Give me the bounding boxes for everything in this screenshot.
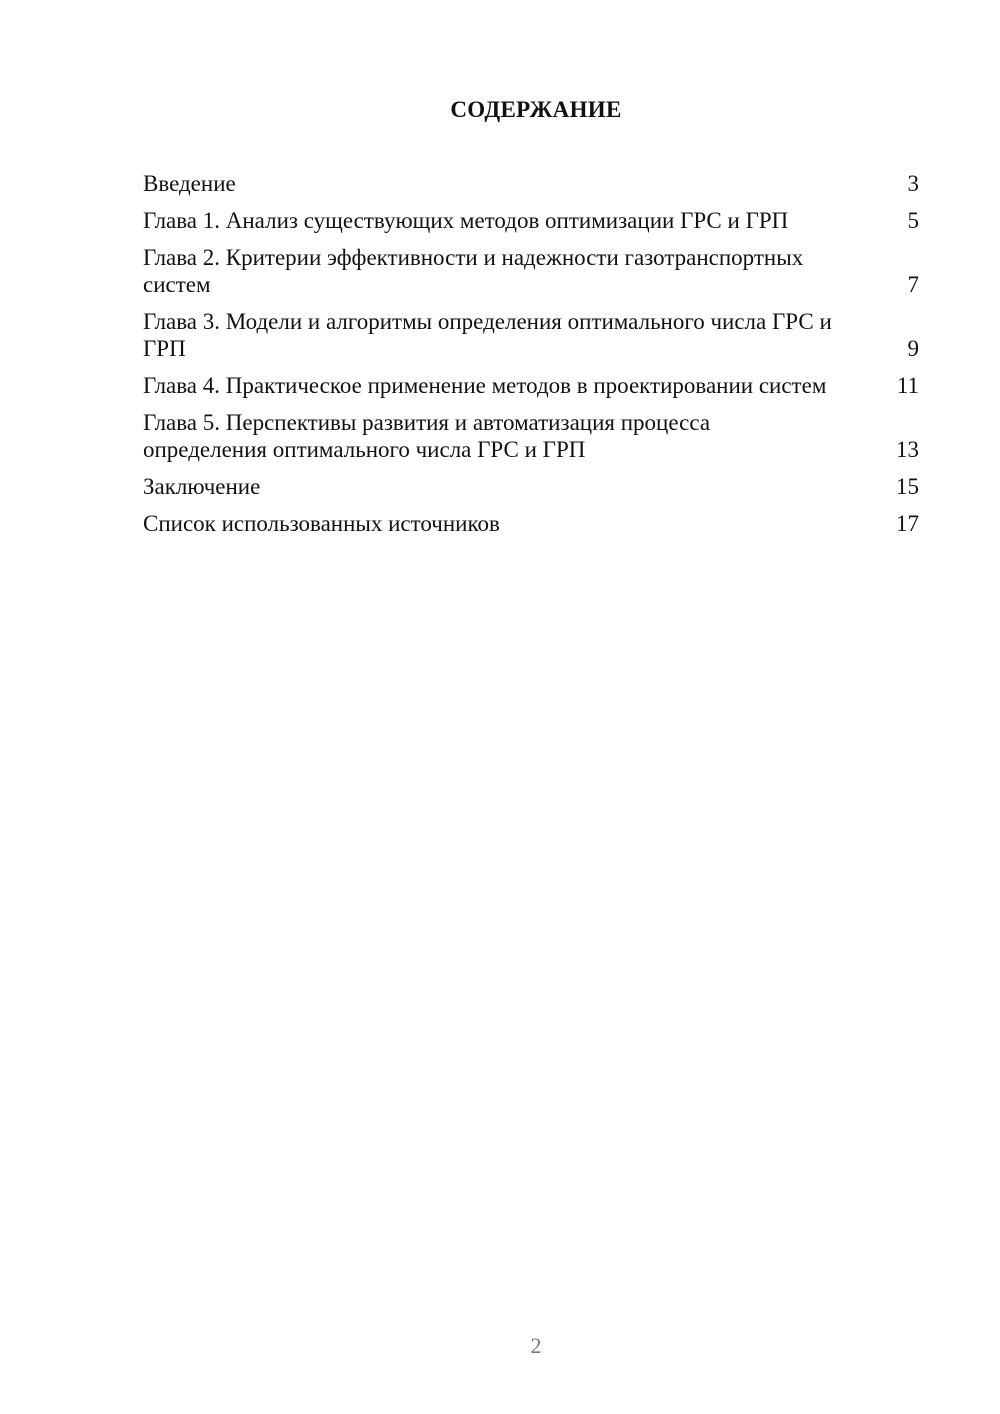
- toc-entry-chapter-2[interactable]: [143, 244, 919, 298]
- toc-entry-text: Заключение: [143, 474, 261, 499]
- toc-entry-page: 15: [896, 474, 919, 499]
- toc-entry-chapter-4[interactable]: [143, 372, 919, 399]
- toc-entry-text: Глава 2. Критерии эффективности и надежности газотранспортных систем: [143, 245, 804, 297]
- page-number: 2: [530, 1333, 542, 1358]
- toc-entry-page: 5: [907, 208, 919, 233]
- toc-entry-page: 3: [907, 171, 919, 196]
- toc-entry-page: 13: [896, 437, 919, 462]
- toc-title: СОДЕРЖАНИЕ: [450, 97, 622, 122]
- toc-entry-references[interactable]: [143, 510, 919, 537]
- toc-entry-text: Введение: [143, 171, 236, 196]
- toc-entry-text: Глава 1. Анализ существующих методов оптимизации ГРС и ГРП: [143, 208, 789, 233]
- toc-entry-page: 7: [907, 272, 919, 297]
- toc-entry-chapter-1[interactable]: [143, 207, 919, 234]
- toc-entry-page: 11: [896, 373, 919, 398]
- toc-entry-page: 17: [896, 511, 919, 536]
- toc-entry-page: 9: [907, 336, 919, 361]
- toc-entry-text: Глава 4. Практическое применение методов в проектировании систем: [143, 373, 827, 398]
- toc-entry-conclusion[interactable]: [143, 473, 919, 500]
- table-of-contents: [143, 170, 919, 547]
- toc-entry-chapter-3[interactable]: [143, 308, 919, 362]
- toc-entry-introduction[interactable]: [143, 170, 919, 197]
- toc-entry-text: Глава 5. Перспективы развития и автоматизация процесса определения оптимального числа ГРС и ГРП: [143, 410, 711, 462]
- toc-entry-chapter-5[interactable]: [143, 409, 919, 463]
- toc-entry-text: Глава 3. Модели и алгоритмы определения оптимального числа ГРС и ГРП: [143, 309, 832, 361]
- toc-entry-text: Список использованных источников: [143, 511, 500, 536]
